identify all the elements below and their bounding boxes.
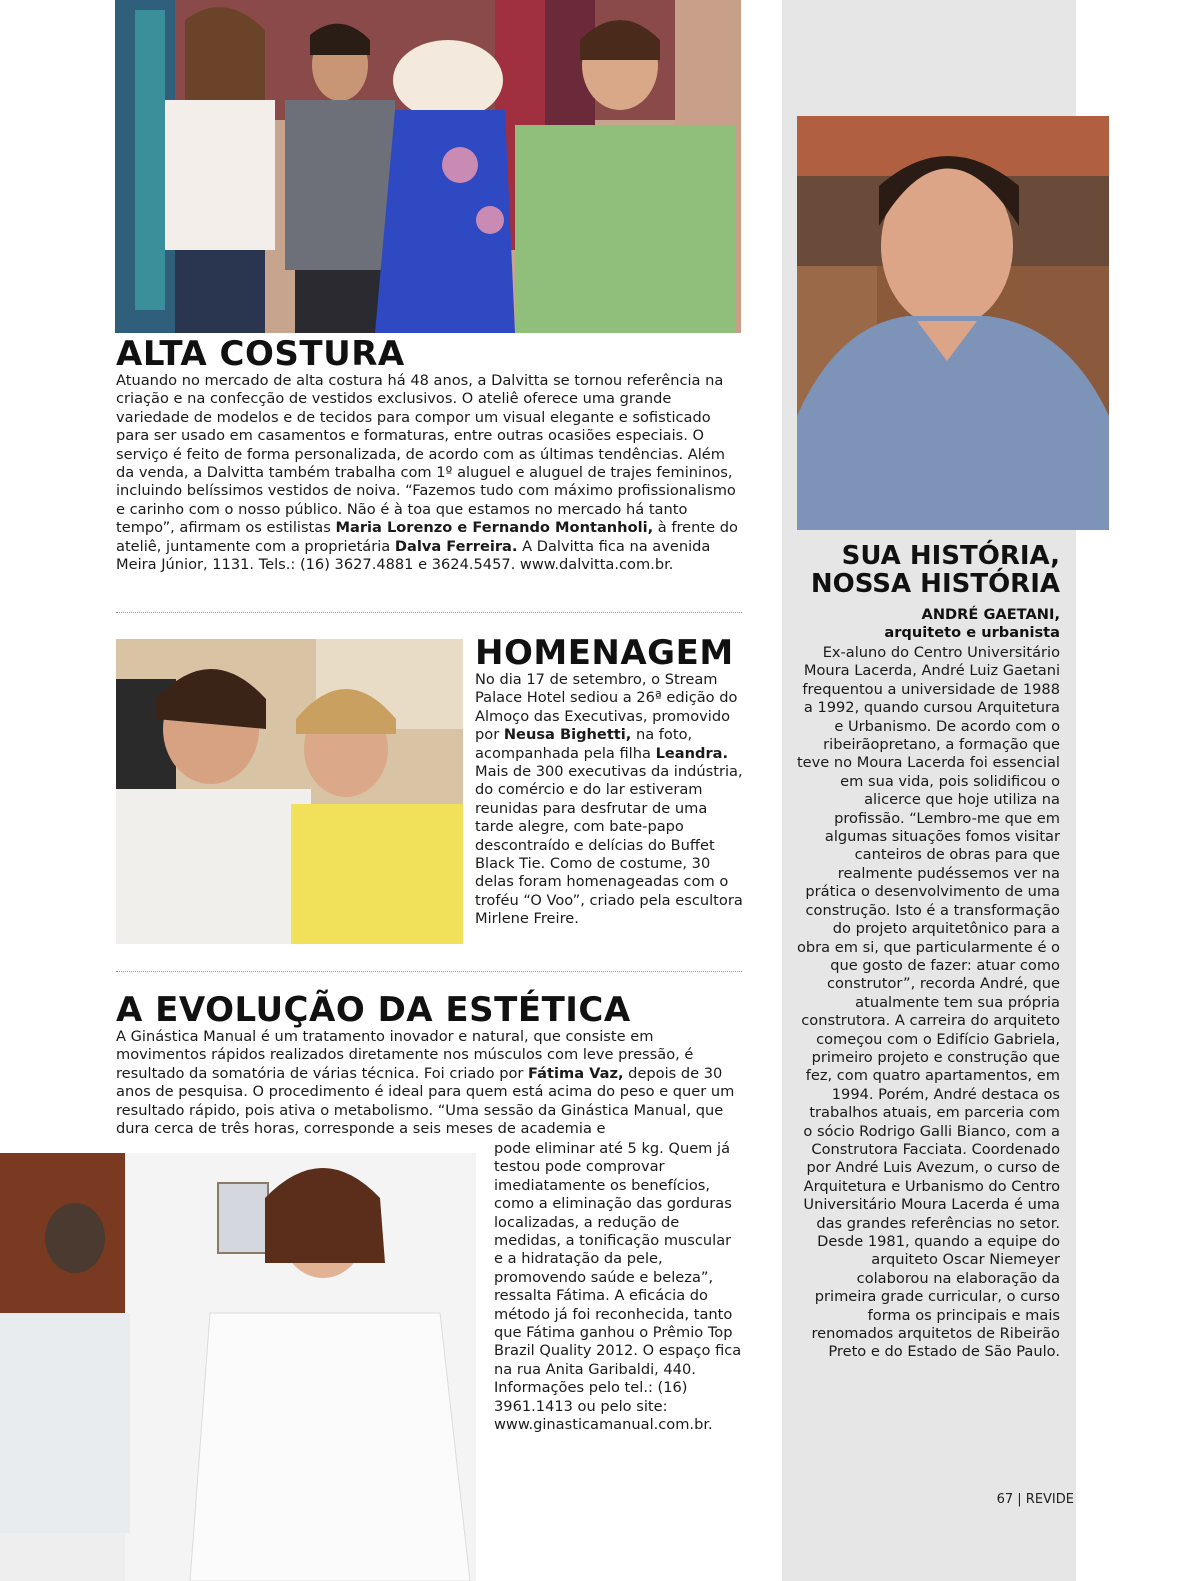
sidebar-author-role: arquiteto e urbanista <box>884 624 1060 641</box>
sidebar-title-line1: SUA HISTÓRIA, <box>841 541 1060 571</box>
homenagem-text-part2: na foto, acompanhada pela filha <box>475 726 693 762</box>
estetica-photo <box>0 1153 476 1581</box>
homenagem-text-part1: No dia 17 de setembro, o Stream Palace Hotel sediou a 26ª edição do Almoço das Executivas, promovido por <box>475 671 738 744</box>
homenagem-photo <box>116 639 463 944</box>
andre-gaetani-photo <box>797 116 1109 530</box>
alta-costura-text-part1: Atuando no mercado de alta costura há 48 anos, a Dalvitta se tornou referência na criação e na confecção de vestidos exclusivos. O ateliê oferece uma grande variedade de modelos e de tecidos para compor um visual elegante e sofisticado para ser usado em casamentos e formaturas, entre outras ocasiões especiais. O serviço é feito de forma personalizada, de acordo com as últimas tendências. Além da venda, a Dalvitta também trabalha com 1º aluguel e aluguel de trajes femininos, incluindo belíssimos vestidos de noiva. “Fazemos tudo com máximo profissionalismo e carinho com o nosso público. Não é à toa que estamos no mercado há tanto tempo”, afirmam os estilistas <box>116 372 736 537</box>
magazine-name: REVIDE <box>1025 1492 1074 1507</box>
homenagem-text-part3: Mais de 300 executivas da indústria, do comércio e do lar estiveram reunidas para desfrutar de uma tarde alegre, com bate-papo descontraído e delícias do Buffet Black Tie. Como de costume, 30 delas foram homenageadas com o troféu “O Voo”, criado pela escultora Mirlene Freire. <box>475 763 743 928</box>
alta-costura-title: ALTA COSTURA <box>116 334 405 374</box>
estetica-text-bottom: pode eliminar até 5 kg. Quem já testou pode comprovar imediatamente os benefícios, como a eliminação das gorduras localizadas, a redução de medidas, a tonificação muscular e a hidratação da pele, promovendo saúde e beleza”, ressalta Fátima. A eficácia do método já foi reconhecida, tanto que Fátima ganhou o Prêmio Top Brazil Quality 2012. O espaço fica na rua Anita Garibaldi, 440. Informações pelo tel.: (16) 3961.1413 ou pelo site: www.ginasticamanual.com.br. <box>494 1140 742 1434</box>
alta-costura-photo <box>115 0 741 333</box>
sidebar-author <box>790 606 1060 642</box>
sidebar-title <box>790 542 1060 598</box>
estetica-name-fatima: Fátima Vaz, <box>528 1064 624 1082</box>
estetica-text-part1: A Ginástica Manual é um tratamento inovador e natural, que consiste em movimentos rápidos realizados diretamente nos músculos com leve pressão, é resultado da somatória de várias técnica. Foi criado por <box>116 1028 694 1082</box>
estetica-title: A EVOLUÇÃO DA ESTÉTICA <box>116 990 631 1030</box>
homenagem-name-leandra: Leandra. <box>655 744 729 762</box>
estetica-text-part2: depois de 30 anos de pesquisa. O procedimento é ideal para quem está acima do peso e quer um resultado rápido, pois ativa o metabolismo. “Uma sessão da Ginástica Manual, que dura cerca de três horas, corresponde a seis meses de academia e <box>116 1064 735 1138</box>
alta-costura-owner: Dalva Ferreira. <box>394 537 518 555</box>
alta-costura-text <box>116 372 742 574</box>
homenagem-text <box>475 671 745 929</box>
alta-costura-stylists: Maria Lorenzo e Fernando Montanholi, <box>335 519 654 537</box>
section-divider <box>116 971 742 972</box>
homenagem-title: HOMENAGEM <box>475 633 734 673</box>
page-number: 67 <box>996 1492 1014 1507</box>
section-divider <box>116 612 742 613</box>
page-footer <box>970 1492 1074 1507</box>
sidebar-title-line2: NOSSA HISTÓRIA <box>810 569 1060 599</box>
homenagem-name-neusa: Neusa Bighetti, <box>503 726 632 744</box>
sidebar-article-text: Ex-aluno do Centro Universitário Moura Lacerda, André Luiz Gaetani frequentou a universidade de 1988 a 1992, quando cursou Arquitetura e Urbanismo. De acordo com o ribeirãopretano, a formação que teve no Moura Lacerda foi essencial em sua vida, pois solidificou o alicerce que hoje utiliza na profissão. “Lembro-me que em algumas situações fomos visitar canteiros de obras para que realmente pudéssemos ver na prática o desenvolvimento de uma construção. Isto é a transformação do projeto arquitetônico para a obra em si, que particularmente é o que gosto de fazer: atuar como construtor”, recorda André, que atualmente tem sua própria construtora. A carreira do arquiteto começou com o Edifício Gabriela, primeiro projeto e construção que fez, com quatro apartamentos, em 1994. Porém, André destaca os trabalhos atuais, em parceria com o sócio Rodrigo Galli Bianco, com a Construtora Facciata. Coordenado por André Luis Avezum, o curso de Arquitetura e Urbanismo do Centro Universitário Moura Lacerda é uma das grandes referências no setor. Desde 1981, quando a equipe do arquiteto Oscar Niemeyer colaborou na elaboração da primeira grade curricular, o curso forma os principais e mais renomados arquitetos de Ribeirão Preto e do Estado de São Paulo. <box>796 644 1060 1361</box>
alta-costura-text-part3: A Dalvitta fica na avenida Meira Júnior, 1131. Tels.: (16) 3627.4881 e 3624.5457. www.dalvitta.com.br. <box>116 537 711 574</box>
sidebar-author-name: ANDRÉ GAETANI, <box>921 606 1060 623</box>
alta-costura-text-part2: à frente do ateliê, juntamente com a proprietária <box>116 519 738 555</box>
footer-separator: | <box>1017 1492 1022 1507</box>
estetica-text-top <box>116 1028 742 1138</box>
